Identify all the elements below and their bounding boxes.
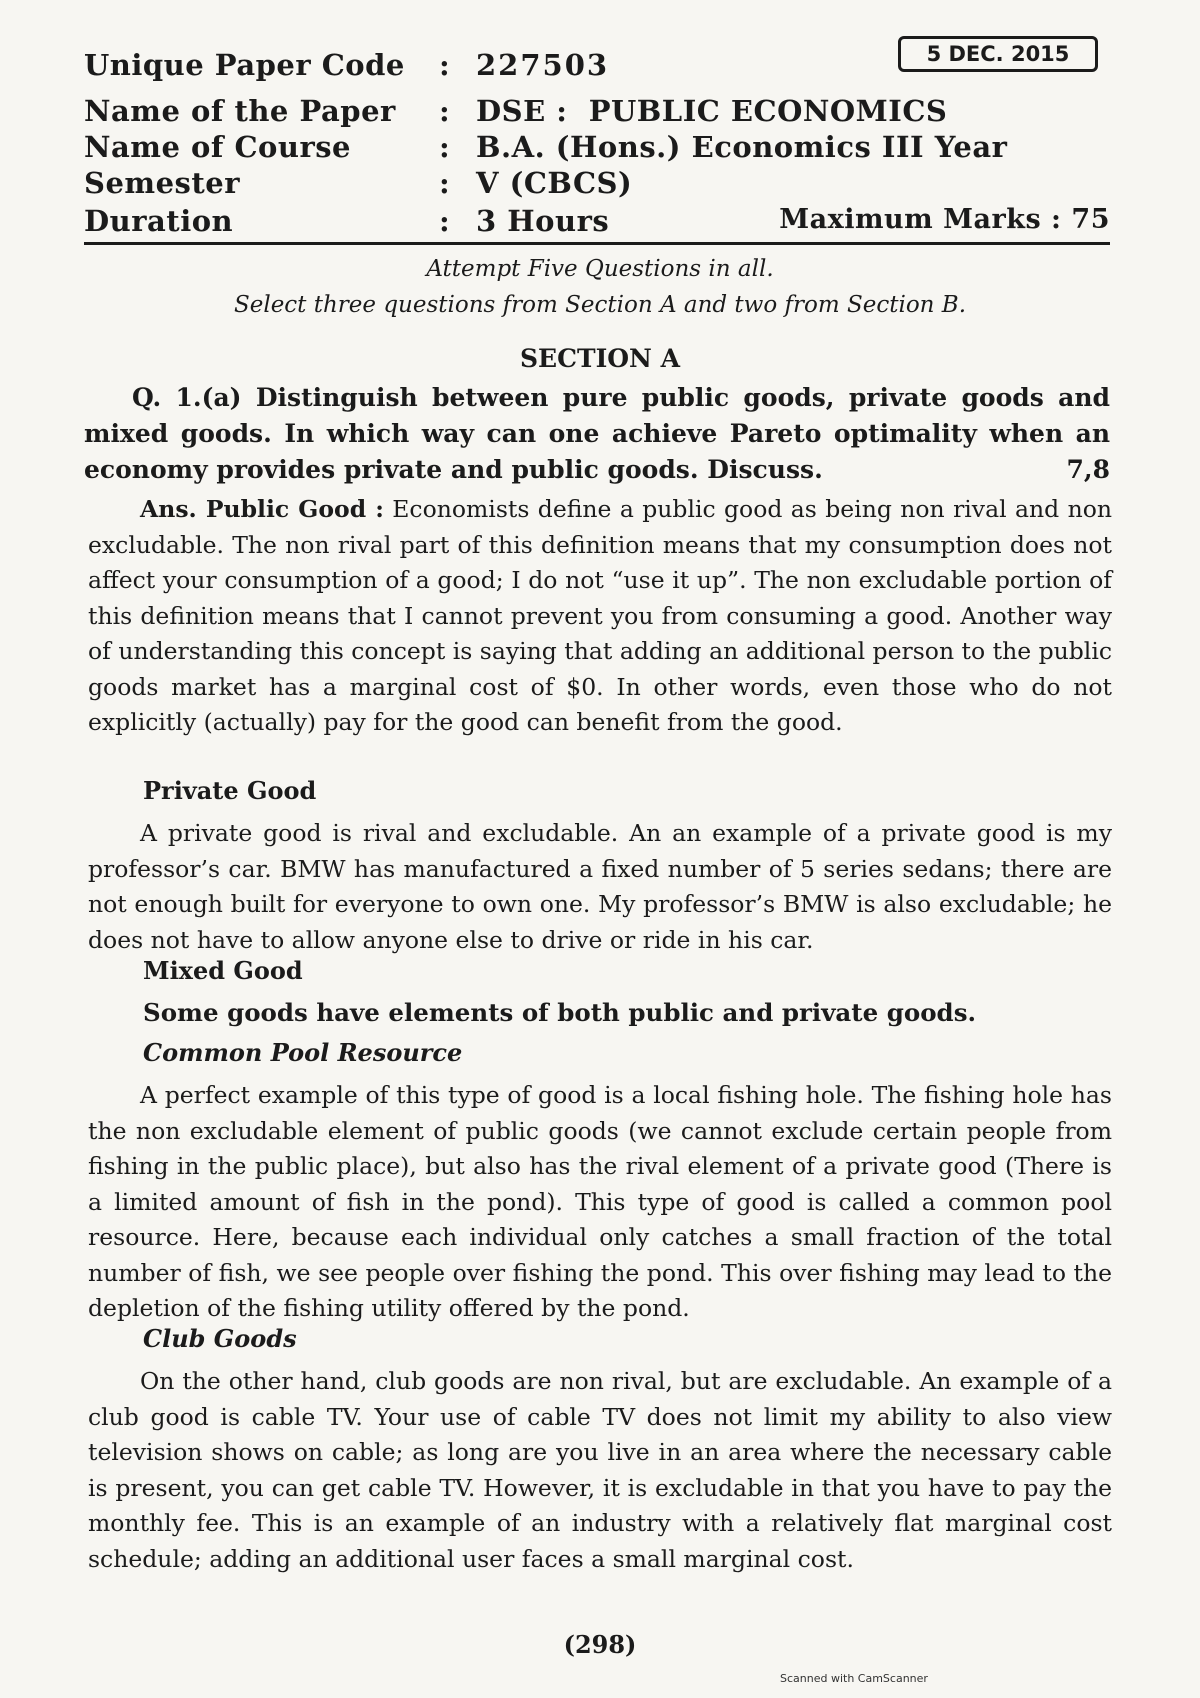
private-good-heading: Private Good: [143, 776, 317, 805]
header-label: Duration: [84, 204, 234, 238]
header-value: V (CBCS): [476, 166, 633, 200]
section-title: SECTION A: [519, 344, 681, 373]
instruction-line-2: Select three questions from Section A and two from Section B.: [233, 292, 967, 318]
answer-lead: Ans. Public Good :: [140, 495, 384, 523]
header-colon: :: [439, 48, 451, 82]
header-colon: :: [439, 204, 451, 238]
question-1a: [84, 380, 1110, 488]
answer-public-good: [88, 492, 1112, 741]
header-value: DSE : PUBLIC ECONOMICS: [476, 94, 948, 128]
header-label: Name of Course: [84, 130, 352, 164]
question-text: Distinguish between pure public goods, private goods and mixed goods. In which way can one achieve Pareto optimality when an economy provides private and public goods. Discuss.: [84, 383, 1110, 484]
question-marks: 7,8: [1066, 455, 1110, 484]
mixed-good-heading: Mixed Good: [143, 956, 303, 985]
date-stamp: 5 DEC. 2015: [898, 36, 1098, 72]
club-goods-heading: Club Goods: [143, 1324, 297, 1353]
header-colon: :: [439, 166, 451, 200]
common-pool-text: A perfect example of this type of good is a local fishing hole. The fishing hole has the non excludable element of public goods (we cannot exclude certain people from fishing in the public place), but also has the rival element of a private good (There is a limited amount of fish in the pond). This type of good is called a common pool resource. Here, because each individual only catches a small fraction of the total number of fish, we see people over fishing the pond. This over fishing may lead to the depletion of the fishing utility offered by the pond.: [88, 1081, 1112, 1322]
club-goods-text: On the other hand, club goods are non rival, but are excludable. An example of a club good is cable TV. Your use of cable TV does not limit my ability to also view television shows on cable; as long are you live in an area where the necessary cable is present, you can get cable TV. However, it is excludable in that you have to pay the monthly fee. This is an example of an industry with a relatively flat marginal cost schedule; adding an additional user faces a small marginal cost.: [88, 1367, 1112, 1573]
page-number: (298): [563, 1630, 637, 1659]
header-value: 3 Hours: [476, 204, 610, 238]
header-label: Name of the Paper: [84, 94, 396, 128]
header-divider: [84, 242, 1110, 245]
mixed-good-line: Some goods have elements of both public and private goods.: [143, 998, 977, 1027]
common-pool-heading: Common Pool Resource: [143, 1038, 463, 1067]
question-number: Q. 1.(a): [132, 383, 242, 412]
scanner-watermark: Scanned with CamScanner: [780, 1672, 928, 1685]
header-colon: :: [439, 94, 451, 128]
maximum-marks: Maximum Marks : 75: [779, 204, 1110, 235]
public-good-text: Economists define a public good as being non rival and non excludable. The non rival part of this definition means that my consumption does not affect your consumption of a good; I do not “use it up”. The non excludable portion of this definition means that I cannot prevent you from consuming a good. Another way of understanding this concept is saying that adding an additional person to the public goods market has a marginal cost of $0. In other words, even those who do not explicitly (actually) pay for the good can benefit from the good.: [88, 495, 1112, 736]
header-value: 227503: [476, 48, 610, 82]
header-value: B.A. (Hons.) Economics III Year: [476, 130, 1008, 164]
header-label: Unique Paper Code: [84, 48, 405, 82]
header-label: Semester: [84, 166, 240, 200]
private-good-text: A private good is rival and excludable. An an example of a private good is my professor’s car. BMW has manufactured a fixed number of 5 series sedans; there are not enough built for everyone to own one. My professor’s BMW is also excludable; he does not have to allow anyone else to drive or ride in his car.: [88, 819, 1112, 954]
instruction-line-1: Attempt Five Questions in all.: [426, 256, 774, 282]
header-colon: :: [439, 130, 451, 164]
